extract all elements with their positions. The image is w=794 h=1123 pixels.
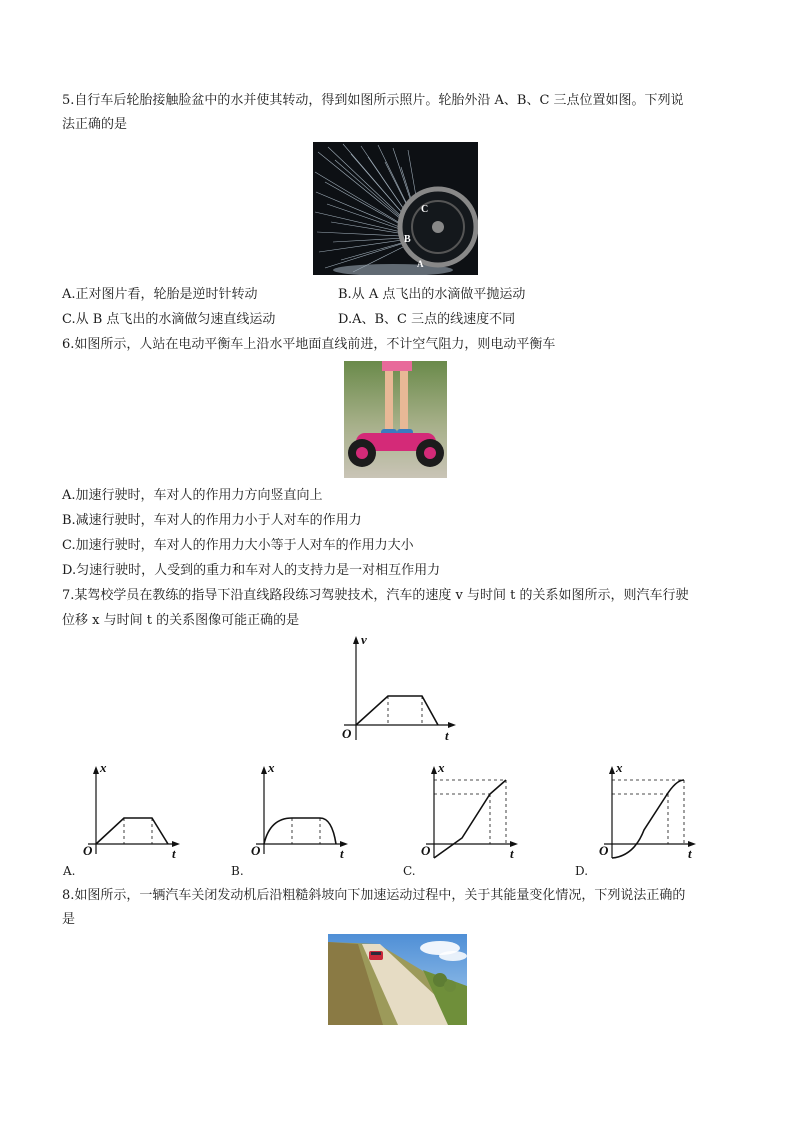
option-a-letter: A. [63, 864, 76, 878]
q6-option-a: A.加速行驶时，车对人的作用力方向竖直向上 [62, 488, 323, 503]
origin-label: O [342, 726, 352, 741]
q7-stem-line2: 位移 x 与时间 t 的关系图像可能正确的是 [62, 613, 300, 628]
option-d-graph [596, 760, 706, 860]
option-b-curve [264, 818, 336, 844]
q5-option-d: D.A、B、C 三点的线速度不同 [338, 312, 516, 327]
option-c-origin: O [421, 843, 431, 858]
photo-label-c: C [421, 204, 429, 215]
option-d-x-label: x [616, 760, 623, 775]
velocity-curve [356, 696, 438, 725]
q6-option-d: D.匀速行驶时，人受到的重力和车对人的支持力是一对相互作用力 [62, 563, 441, 578]
q5-option-b: B.从 A 点飞出的水滴做平抛运动 [338, 287, 526, 302]
option-a-curve [96, 818, 168, 844]
option-a-origin: O [83, 843, 93, 858]
velocity-time-graph [334, 632, 464, 747]
t-axis-label: t [445, 728, 449, 743]
option-d-t-label: t [688, 846, 692, 860]
q7-stem-line1: 7.某驾校学员在教练的指导下沿直线路段练习驾驶技术，汽车的速度 v 与时间 t 的关系如图所示，则汽车行驶 [62, 588, 689, 603]
q8-stem-line2: 是 [62, 912, 76, 927]
hoverboard-photo [344, 361, 447, 478]
option-a-x-label: x [100, 760, 107, 775]
q5-option-c: C.从 B 点飞出的水滴做匀速直线运动 [62, 312, 276, 327]
option-c-letter: C. [403, 864, 416, 878]
option-c-x-label: x [438, 760, 445, 775]
q8-stem-line1: 8.如图所示，一辆汽车关闭发动机后沿粗糙斜坡向下加速运动过程中，关于其能量变化情况，下列说法正确的 [62, 888, 686, 903]
option-b-letter: B. [231, 864, 244, 878]
option-c-t-label: t [510, 846, 514, 860]
q5-option-a: A.正对图片看，轮胎是逆时针转动 [62, 287, 258, 302]
option-d-origin: O [599, 843, 609, 858]
q6-option-c: C.加速行驶时，车对人的作用力大小等于人对车的作用力大小 [62, 538, 414, 553]
option-b-t-label: t [340, 846, 344, 860]
photo-label-a: A [417, 259, 424, 269]
option-b-x-label: x [268, 760, 275, 775]
q6-option-b: B.减速行驶时，车对人的作用力小于人对车的作用力 [62, 513, 362, 528]
q5-stem-line2: 法正确的是 [62, 117, 128, 132]
car-slope-photo [328, 934, 467, 1025]
option-c-graph [418, 760, 528, 860]
option-a-graph [80, 760, 190, 860]
wheel-water-photo [313, 142, 478, 275]
option-d-letter: D. [575, 864, 589, 878]
option-d-curve [612, 780, 684, 858]
option-b-origin: O [251, 843, 261, 858]
option-c-curve [434, 780, 506, 858]
v-axis-label: v [361, 632, 367, 647]
q5-stem-line1: 5.自行车后轮胎接触脸盆中的水并使其转动，得到如图所示照片。轮胎外沿 A、B、C 三点位置如图。下列说 [62, 93, 684, 108]
q6-stem: 6.如图所示，人站在电动平衡车上沿水平地面直线前进，不计空气阻力，则电动平衡车 [62, 337, 556, 352]
option-a-t-label: t [172, 846, 176, 860]
option-b-graph [248, 760, 358, 860]
photo-label-b: B [404, 234, 411, 245]
